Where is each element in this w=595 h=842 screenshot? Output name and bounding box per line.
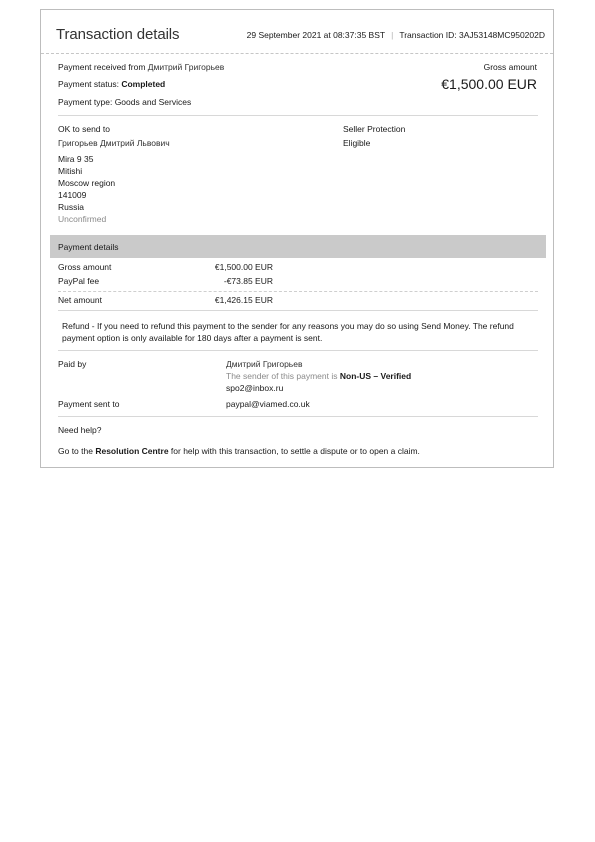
detail-label: Gross amount [58, 262, 112, 272]
divider [58, 115, 538, 116]
status-value: Completed [121, 79, 166, 89]
divider [58, 310, 538, 311]
address-line: Moscow region [58, 178, 116, 188]
payment-status-row [58, 79, 165, 89]
help-suffix: for help with this transaction, to settle a dispute or to open a claim. [170, 446, 420, 456]
divider [58, 350, 538, 351]
status-label: Payment status: [58, 79, 119, 89]
payer-status-row [226, 371, 411, 381]
gross-amount-value: €1,500.00 EUR [441, 76, 537, 92]
detail-value: -€73.85 EUR [223, 276, 273, 286]
help-prefix: Go to the [58, 446, 93, 456]
divider [58, 291, 538, 292]
address-line: Mitishi [58, 166, 83, 176]
recipient-email: paypal@viamed.co.uk [226, 399, 310, 409]
payer-email: spo2@inbox.ru [226, 383, 284, 393]
address-line: Mira 9 35 [58, 154, 94, 164]
detail-value: €1,500.00 EUR [214, 262, 273, 272]
help-text [58, 446, 420, 456]
sender-name: Дмитрий Григорьев [147, 62, 225, 72]
seller-protection-heading: Seller Protection [343, 124, 406, 134]
transaction-card [40, 9, 554, 468]
ship-to-heading: OK to send to [58, 124, 110, 134]
divider [58, 416, 538, 417]
detail-label: PayPal fee [58, 276, 100, 286]
payer-status: Non-US – Verified [339, 371, 412, 381]
meta-separator: | [391, 30, 394, 40]
address-line: 141009 [58, 190, 87, 200]
need-help-heading: Need help? [58, 425, 102, 435]
transaction-datetime: 29 September 2021 at 08:37:35 BST [246, 30, 386, 40]
refund-note: Refund - If you need to refund this payment to the sender for any reasons you may do so using Send Money. The refund payment option is only available for 180 days after a payment is sent. [62, 321, 514, 343]
payment-type: Payment type: Goods and Services [58, 97, 192, 107]
sent-to-label: Payment sent to [58, 399, 120, 409]
address-status: Unconfirmed [58, 214, 107, 224]
received-from-label: Payment received from [58, 62, 146, 72]
transaction-id: Transaction ID: 3AJ53148MC950202D [399, 30, 545, 40]
gross-amount-label: Gross amount [483, 62, 537, 72]
detail-value: €1,426.15 EUR [214, 295, 273, 305]
detail-label: Net amount [58, 295, 102, 305]
seller-protection-value: Eligible [343, 138, 371, 148]
ship-to-name: Григорьев Дмитрий Львович [58, 138, 170, 148]
address-line: Russia [58, 202, 84, 212]
payer-status-note: The sender of this payment is [226, 371, 338, 381]
resolution-centre-link[interactable]: Resolution Centre [95, 446, 169, 456]
payment-details-band [50, 235, 546, 258]
payer-name: Дмитрий Григорьев [226, 359, 303, 369]
page-title: Transaction details [56, 26, 180, 43]
paid-by-label: Paid by [58, 359, 87, 369]
payment-details-heading: Payment details [58, 242, 119, 252]
transaction-meta [247, 30, 545, 40]
card-header [41, 10, 553, 54]
received-from-row [58, 62, 224, 72]
